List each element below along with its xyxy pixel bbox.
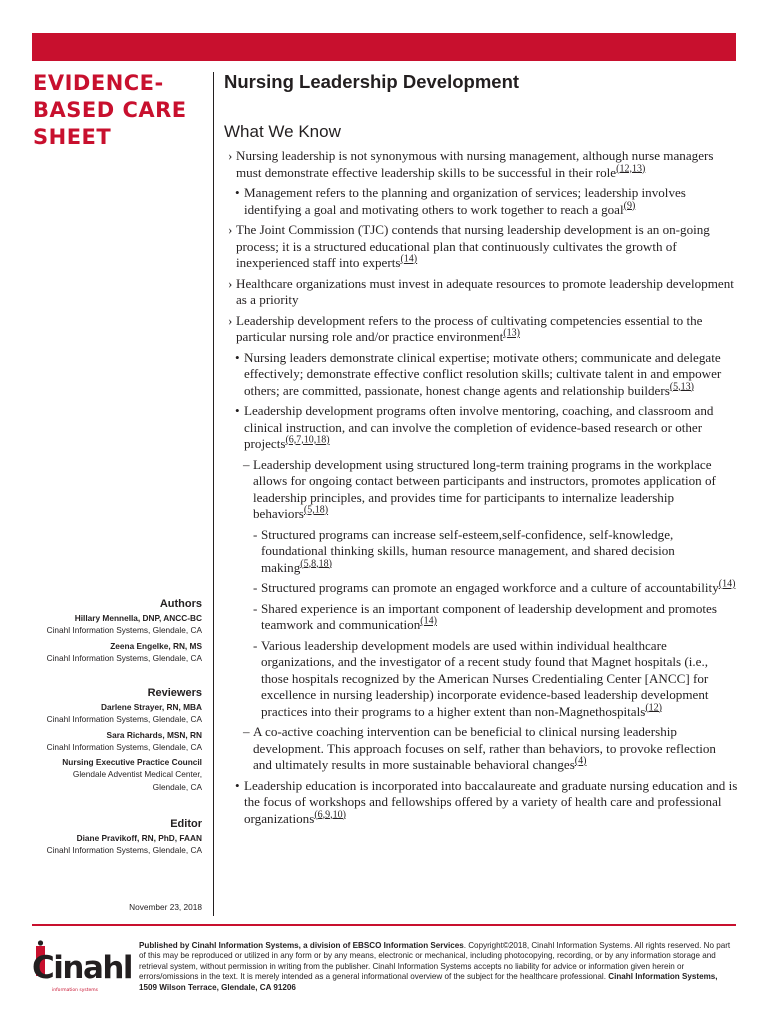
item-text: Shared experience is an important component of leadership development and promotes teamwork and communication (261, 600, 717, 632)
list-item (224, 350, 738, 400)
page-title: Nursing Leadership Development (224, 71, 520, 92)
list-item (224, 724, 738, 774)
reference-link[interactable]: (14) (420, 615, 437, 627)
reviewer-org: Cinahl Information Systems, Glendale, CA (46, 714, 202, 725)
council-org: Glendale, CA (152, 781, 202, 792)
bullet-marker: › (228, 312, 233, 328)
item-text: Healthcare organizations must invest in adequate resources to promote leadership development as a priority (236, 275, 734, 307)
author-org: Cinahl Information Systems, Glendale, CA (46, 625, 202, 636)
bullet-marker: • (235, 185, 240, 200)
item-text: Management refers to the planning and organization of services; leadership involves identifying a goal and motivating others to work together to reach a goal (244, 185, 686, 217)
list-item (224, 185, 738, 218)
logo-dot (38, 940, 43, 945)
list-item (224, 527, 738, 577)
reference-link[interactable]: (6,7,10,18) (285, 434, 330, 446)
cinahl-logo (32, 940, 133, 996)
item-text: Nursing leaders demonstrate clinical expertise; motivate others; communicate and delegate effectively; demonstrate effective conflict resolution skills; cultivate talent in and empower others; are committed, passionate, honest change agents and relationship builders (244, 349, 722, 398)
reference-link[interactable]: (14) (718, 578, 736, 590)
reviewers-heading: Reviewers (147, 687, 202, 699)
list-item (224, 148, 738, 181)
council-org: Glendale Adventist Medical Center, (72, 769, 202, 780)
authors-heading: Authors (159, 598, 202, 610)
logo-tagline: information systems (52, 988, 99, 993)
reviewer-name: Sara Richards, MSN, RN (106, 729, 202, 740)
item-text: Leadership education is incorporated into baccalaureate and graduate nursing education and is the focus of workshops and fellowships offered by a variety of health care and professional organizations (244, 777, 738, 826)
item-text: Leadership development using structured long-term training programs in the workplace allows for ongoing contact between participants and instructors, promotes application of leadership principles, and provides time for participants to internalize leadership behaviors (253, 456, 716, 521)
editor-heading: Editor (170, 818, 202, 830)
item-text: A co-active coaching intervention can be beneficial to clinical nursing leadership development. This approach focuses on self, rather than behaviors, to provoke reflection and ultimately results in more sustainable behavioral changes (253, 724, 716, 772)
reviewer-org: Cinahl Information Systems, Glendale, CA (46, 741, 202, 752)
list-item (224, 222, 738, 272)
item-text: Structured programs can increase self-esteem,self-confidence, self-knowledge, foundational thinking skills, human resource management, and shared decision making (261, 526, 675, 575)
bullet-marker: › (228, 222, 233, 237)
reviewers-block (30, 686, 202, 793)
reference-link[interactable]: (6,9,10) (314, 809, 346, 821)
bullet-marker: - (253, 637, 258, 653)
council-name: Nursing Executive Practice Council (62, 757, 202, 768)
reference-link[interactable]: (5,8,18) (300, 558, 332, 570)
list-item (224, 313, 738, 346)
reference-link[interactable]: (9) (623, 200, 636, 212)
editor-org: Cinahl Information Systems, Glendale, CA (46, 845, 202, 856)
footer-text (139, 941, 736, 993)
list-item (224, 580, 738, 597)
item-text: Leadership development refers to the process of cultivating competencies essential to the particular nursing role and/or practice environment (236, 312, 703, 344)
footer-body: . Copyright©2018, Cinahl Information Systems. All rights reserved. No part of this may be reproduced or utilized in any form or by any means, electronic or mechanical, including photocopying, recording, or by any information storage and retrieval system, without permission in writing from the publisher. Cinahl Information Systems accepts no liability for advice or information given herein or errors/omissions in the text. It is merely intended as a general informational overview of the subject for the healthcare professional. (139, 941, 731, 982)
list-item (224, 276, 738, 309)
item-text: The Joint Commission (TJC) contends that nursing leadership development is an on-going process; it is a structured educational plan that continuously cultivates the growth of inexperienced staff into experts (236, 222, 710, 270)
item-text: Nursing leadership is not synonymous with nursing management, although nurse managers must demonstrate effective leadership skills to be successful in their role (236, 148, 714, 180)
bullet-marker: • (235, 403, 240, 418)
author-name: Zeena Engelke, RN, MS (110, 640, 202, 651)
footer-divider (32, 924, 736, 926)
bullet-marker: – (243, 724, 250, 739)
content-list (224, 148, 738, 831)
footer-publisher: Published by Cinahl Information Systems, a division of EBSCO Information Services (139, 941, 464, 950)
reference-link[interactable]: (12,13) (616, 163, 646, 175)
item-text: Structured programs can promote an engaged workforce and a culture of accountability (261, 580, 719, 595)
reference-link[interactable]: (5,18) (303, 504, 329, 516)
section-heading: What We Know (224, 122, 341, 141)
bullet-marker: - (253, 580, 258, 595)
reference-link[interactable]: (12) (645, 702, 663, 714)
bullet-marker: › (228, 275, 233, 291)
author-org: Cinahl Information Systems, Glendale, CA (46, 652, 202, 663)
editor-name: Diane Pravikoff, RN, PhD, FAAN (76, 833, 202, 843)
bullet-marker: • (235, 777, 240, 793)
item-text: Leadership development programs often involve mentoring, coaching, and classroom and clinical instruction, and can involve the completion of evidence-based research or other projects (244, 403, 714, 451)
logo-wordmark: Cinahl (32, 950, 133, 986)
item-text: Various leadership development models are used within individual healthcare organizations, and the investigator of a recent study found that Magnet hospitals (i.e., those hospitals recognized by the American Nurses Credentialing Center [ANCC] for excellence in nursing leadership) incorporate evidence-based leadership development practices into their programs to a higher extent than non-Magnethospitals (261, 637, 709, 719)
list-item (224, 403, 738, 453)
editor-block (30, 817, 202, 857)
reference-link[interactable]: (14) (400, 253, 418, 265)
list-item (224, 601, 738, 634)
care-sheet-label: EVIDENCE-BASED CARE SHEET (33, 71, 187, 149)
bullet-marker: - (253, 600, 258, 616)
author-name: Hillary Mennella, DNP, ANCC-BC (74, 613, 202, 623)
list-item (224, 778, 738, 828)
bullet-marker: • (235, 349, 240, 365)
reference-link[interactable]: (4) (574, 755, 587, 767)
column-divider (213, 72, 214, 916)
authors-block (30, 597, 202, 664)
reference-link[interactable]: (5,13) (669, 381, 694, 393)
list-item (224, 638, 738, 721)
list-item (224, 457, 738, 523)
header-red-bar (32, 33, 736, 61)
bullet-marker: - (253, 526, 258, 542)
bullet-marker: › (228, 148, 233, 163)
reference-link[interactable]: (13) (503, 327, 520, 339)
bullet-marker: – (243, 456, 250, 472)
reviewer-name: Darlene Strayer, RN, MBA (101, 702, 202, 712)
footer-address: Cinahl Information Systems, 1509 Wilson Terrace, Glendale, CA 91206 (139, 972, 718, 992)
publish-date: November 23, 2018 (129, 902, 202, 912)
